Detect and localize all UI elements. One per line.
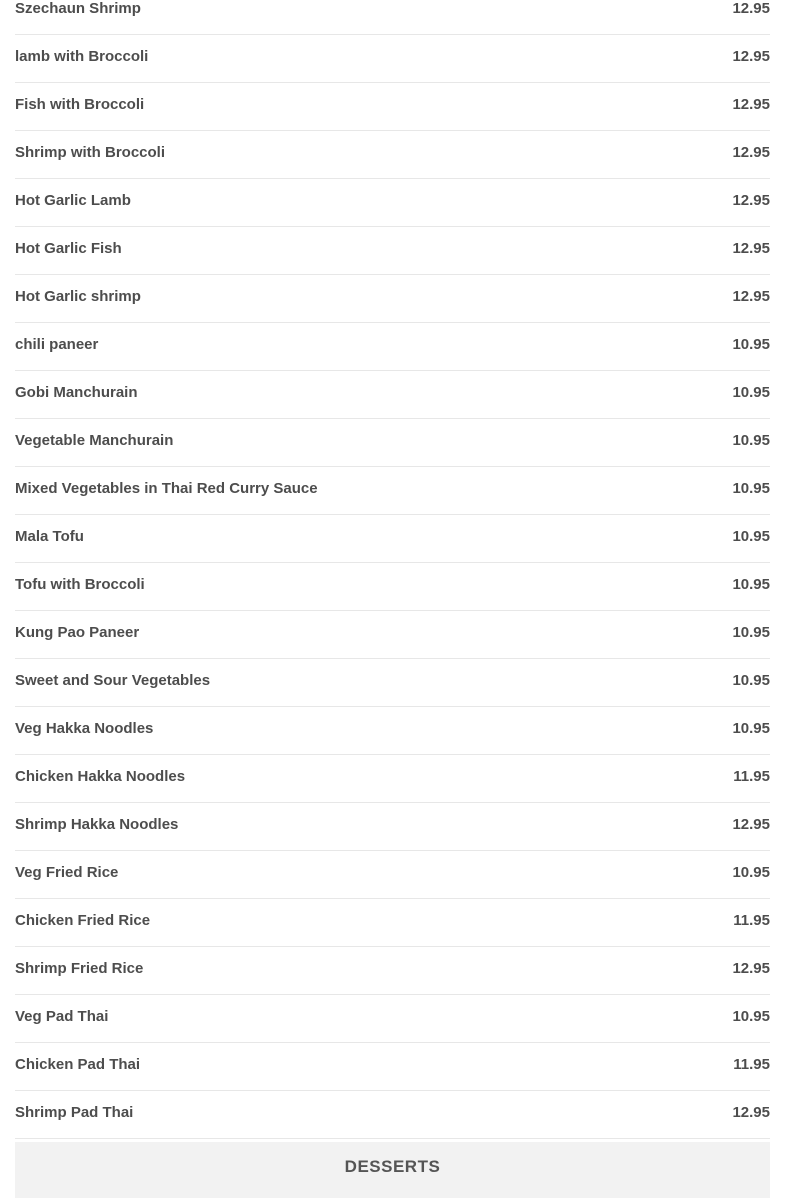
menu-item-row bbox=[15, 1043, 770, 1091]
menu-item-name: Gobi Manchurain bbox=[15, 384, 138, 401]
menu-item-name: Kung Pao Paneer bbox=[15, 624, 140, 641]
menu-item-name: Chicken Pad Thai bbox=[15, 1056, 141, 1073]
menu-item-price: 12.95 bbox=[732, 48, 770, 65]
menu-item-row bbox=[15, 755, 770, 803]
menu-item-row bbox=[15, 899, 770, 947]
menu-item-name: Szechaun Shrimp bbox=[15, 0, 141, 17]
menu-item-price: 12.95 bbox=[732, 960, 770, 977]
menu-item-name: Shrimp Hakka Noodles bbox=[15, 816, 179, 833]
menu-item-name: Shrimp with Broccoli bbox=[15, 144, 166, 161]
menu-item-price: 11.95 bbox=[733, 1056, 770, 1073]
menu-item-name: Veg Hakka Noodles bbox=[15, 720, 154, 737]
menu-item-row bbox=[15, 83, 770, 131]
menu-item-name: Hot Garlic Lamb bbox=[15, 192, 131, 209]
menu-item-name: Vegetable Manchurain bbox=[15, 432, 174, 449]
menu-item-name: Hot Garlic shrimp bbox=[15, 288, 141, 305]
menu-item-price: 10.95 bbox=[732, 480, 770, 497]
menu-item-price: 10.95 bbox=[732, 528, 770, 545]
menu-item-row bbox=[15, 323, 770, 371]
menu-item-price: 10.95 bbox=[732, 576, 770, 593]
menu-item-row bbox=[15, 659, 770, 707]
menu-item-price: 12.95 bbox=[732, 96, 770, 113]
menu-item-row bbox=[15, 0, 770, 35]
menu-item-name: Shrimp Fried Rice bbox=[15, 960, 144, 977]
menu-item-price: 12.95 bbox=[732, 144, 770, 161]
menu-item-row bbox=[15, 803, 770, 851]
desserts-section-title: DESSERTS bbox=[344, 1157, 441, 1176]
menu-item-name: Sweet and Sour Vegetables bbox=[15, 672, 211, 689]
menu-item-row bbox=[15, 131, 770, 179]
menu-item-name: chili paneer bbox=[15, 336, 99, 353]
menu-item-price: 12.95 bbox=[732, 192, 770, 209]
menu-item-price: 10.95 bbox=[732, 1008, 770, 1025]
menu-item-row bbox=[15, 179, 770, 227]
menu-item-row bbox=[15, 851, 770, 899]
desserts-section-header bbox=[15, 1142, 770, 1198]
menu-item-row bbox=[15, 467, 770, 515]
menu-item-row bbox=[15, 563, 770, 611]
menu-item-name: Veg Pad Thai bbox=[15, 1008, 109, 1025]
menu-item-price: 12.95 bbox=[732, 0, 770, 17]
menu-item-price: 12.95 bbox=[732, 816, 770, 833]
menu-item-name: Mala Tofu bbox=[15, 528, 84, 545]
menu-item-price: 10.95 bbox=[732, 384, 770, 401]
menu-item-price: 12.95 bbox=[732, 288, 770, 305]
menu-item-price: 10.95 bbox=[732, 720, 770, 737]
menu-item-name: Hot Garlic Fish bbox=[15, 240, 122, 257]
menu-item-name: Chicken Fried Rice bbox=[15, 912, 151, 929]
menu-item-price: 11.95 bbox=[733, 768, 770, 785]
menu-item-row bbox=[15, 275, 770, 323]
menu-item-price: 12.95 bbox=[732, 1104, 770, 1121]
menu-item-row bbox=[15, 371, 770, 419]
menu-item-row bbox=[15, 611, 770, 659]
menu-item-row bbox=[15, 35, 770, 83]
menu-item-name: lamb with Broccoli bbox=[15, 48, 149, 65]
menu-item-price: 10.95 bbox=[732, 672, 770, 689]
menu-item-price: 10.95 bbox=[732, 336, 770, 353]
menu-item-name: Shrimp Pad Thai bbox=[15, 1104, 134, 1121]
menu-list bbox=[15, 0, 770, 1139]
menu-item-name: Veg Fried Rice bbox=[15, 864, 119, 881]
menu-item-name: Tofu with Broccoli bbox=[15, 576, 145, 593]
menu-item-row bbox=[15, 515, 770, 563]
menu-item-name: Chicken Hakka Noodles bbox=[15, 768, 186, 785]
menu-item-price: 10.95 bbox=[732, 864, 770, 881]
menu-item-row bbox=[15, 947, 770, 995]
menu-item-row bbox=[15, 707, 770, 755]
menu-item-price: 10.95 bbox=[732, 624, 770, 641]
menu-item-row bbox=[15, 419, 770, 467]
menu-item-row bbox=[15, 227, 770, 275]
menu-item-name: Mixed Vegetables in Thai Red Curry Sauce bbox=[15, 480, 318, 497]
menu-item-price: 10.95 bbox=[732, 432, 770, 449]
menu-item-price: 12.95 bbox=[732, 240, 770, 257]
menu-item-row bbox=[15, 995, 770, 1043]
menu-item-price: 11.95 bbox=[733, 912, 770, 929]
menu-item-name: Fish with Broccoli bbox=[15, 96, 145, 113]
menu-item-row bbox=[15, 1091, 770, 1139]
